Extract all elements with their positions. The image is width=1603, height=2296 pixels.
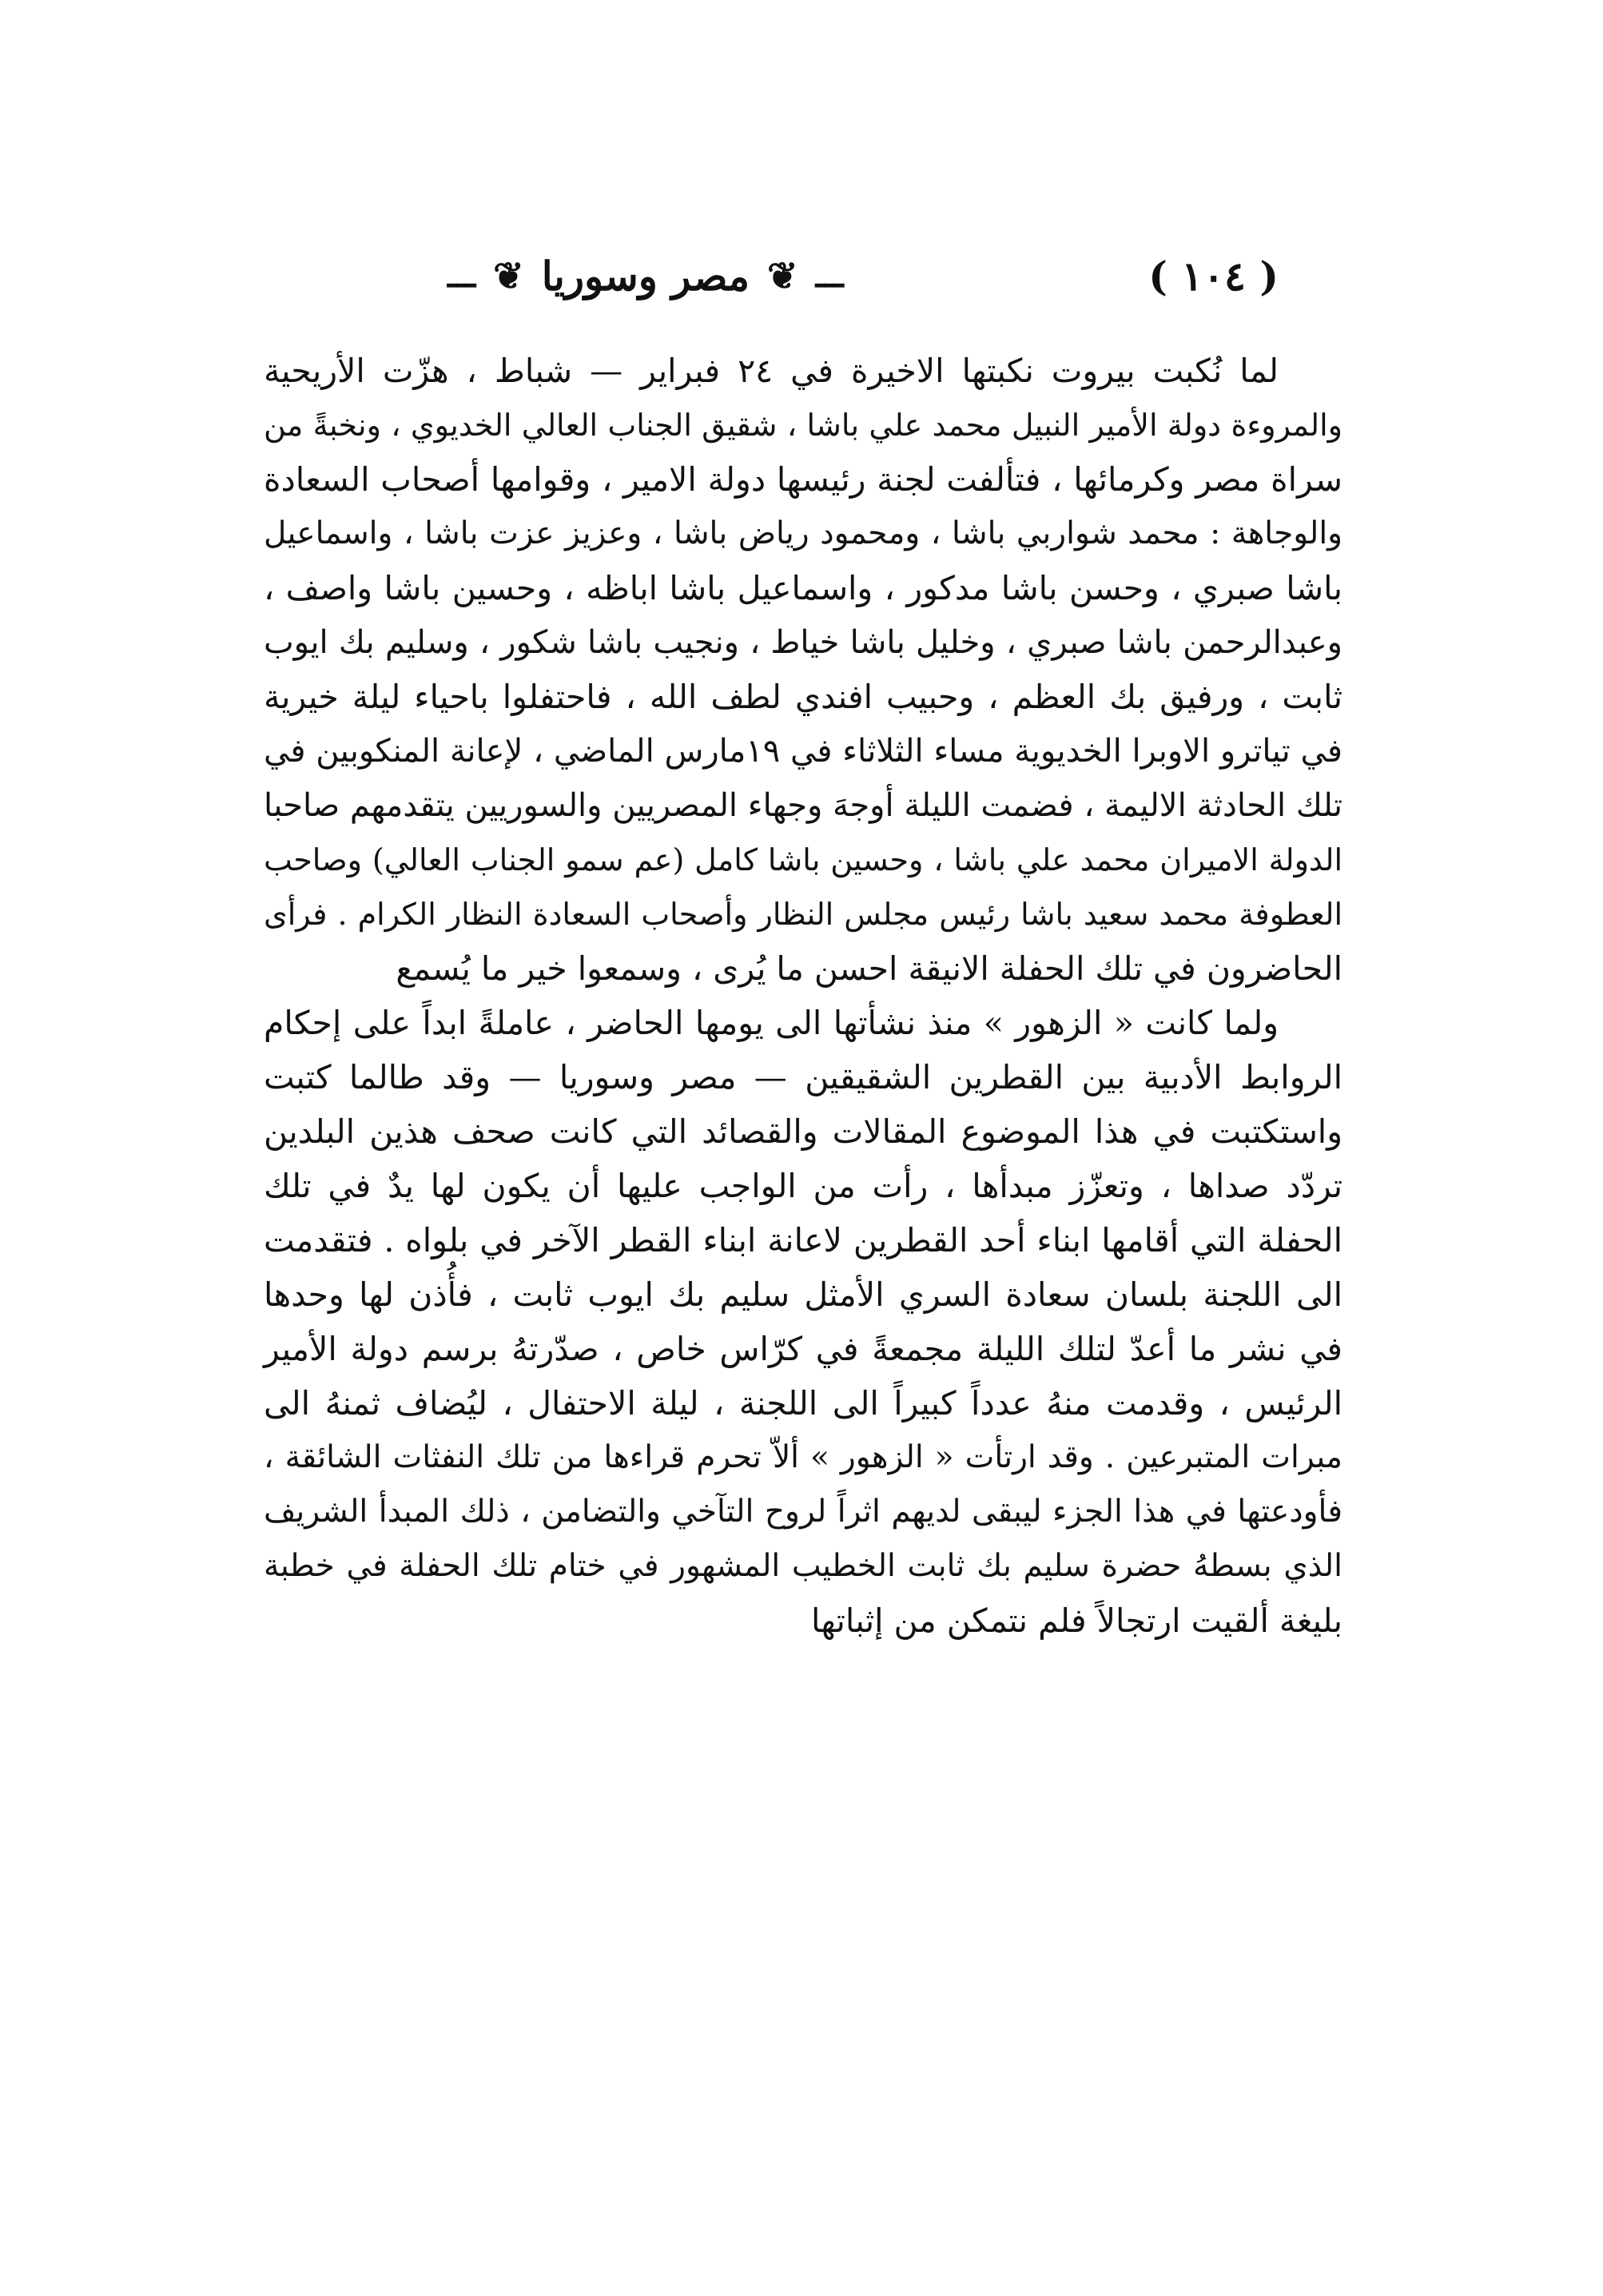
body-text bbox=[264, 344, 1342, 1648]
dash-left: ـــ bbox=[447, 257, 476, 295]
text-line: الدولة الاميران محمد علي باشا ، وحسين باشا كامل (عم سمو الجناب العالي) وصاحب bbox=[264, 842, 1342, 877]
text-line: في نشر ما أعدّ لتلك الليلة مجمعةً في كرّاس خاص ، صدّرتهُ برسم دولة الأمير bbox=[264, 1330, 1342, 1368]
fleuron-left-icon: ❦ bbox=[493, 254, 524, 297]
text-line: في تياترو الاوبرا الخديوية مساء الثلاثاء في ١٩مارس الماضي ، لإعانة المنكوبين في bbox=[264, 733, 1343, 770]
text-line: والمروءة دولة الأمير النبيل محمد علي باشا ، شقيق الجناب العالي الخديوي ، ونخبةً من bbox=[264, 408, 1342, 443]
fleuron-right-icon: ❦ bbox=[767, 254, 798, 297]
page-number: ( ١٠٤ ) bbox=[1148, 252, 1279, 300]
text-line: لما نُكبت بيروت نكبتها الاخيرة في ٢٤ فبراير — شباط ، هزّت الأريحية bbox=[264, 352, 1279, 390]
page-header bbox=[447, 240, 1279, 312]
text-line: واستكتبت في هذا الموضوع المقالات والقصائد التي كانت صحف هذين البلدين bbox=[264, 1112, 1342, 1151]
text-line: الحاضرون في تلك الحفلة الانيقة احسن ما يُرى ، وسمعوا خير ما يُسمع bbox=[396, 949, 1342, 988]
text-line: العطوفة محمد سعيد باشا رئيس مجلس النظار وأصحاب السعادة النظار الكرام . فرأى bbox=[264, 897, 1342, 932]
text-line: وعبدالرحمن باشا صبري ، وخليل باشا خياط ، ونجيب باشا شكور ، وسليم بك ايوب bbox=[264, 624, 1342, 661]
paragraph-2 bbox=[264, 996, 1342, 1648]
dash-right: ـــ bbox=[815, 257, 844, 295]
text-line: ثابت ، ورفيق بك العظم ، وحبيب افندي لطف الله ، فاحتفلوا باحياء ليلة خيرية bbox=[264, 678, 1342, 716]
paragraph-1 bbox=[264, 344, 1342, 996]
text-line: تردّد صداها ، وتعزّز مبدأها ، رأت من الواجب عليها أن يكون لها يدٌ في تلك bbox=[264, 1167, 1342, 1205]
text-line: الرئيس ، وقدمت منهُ عدداً كبيراً الى اللجنة ، ليلة الاحتفال ، ليُضاف ثمنهُ الى bbox=[264, 1384, 1342, 1423]
running-title-group bbox=[447, 253, 844, 300]
text-line: ولما كانت « الزهور » منذ نشأتها الى يومها الحاضر ، عاملةً ابداً على إحكام bbox=[264, 1004, 1279, 1042]
text-line: الحفلة التي أقامها ابناء أحد القطرين لاعانة ابناء القطر الآخر في بلواه . فتقدمت bbox=[264, 1221, 1342, 1259]
text-line: سراة مصر وكرمائها ، فتألفت لجنة رئيسها دولة الامير ، وقوامها أصحاب السعادة bbox=[264, 460, 1342, 499]
text-line: والوجاهة : محمد شواربي باشا ، ومحمود رياض باشا ، وعزيز عزت باشا ، واسماعيل bbox=[264, 515, 1342, 551]
running-title: مصر وسوريا bbox=[541, 252, 750, 300]
text-line: الى اللجنة بلسان سعادة السري الأمثل سليم بك ايوب ثابت ، فأُذن لها وحدها bbox=[264, 1275, 1342, 1314]
text-line: باشا صبري ، وحسن باشا مدكور ، واسماعيل باشا اباظه ، وحسين باشا واصف ، bbox=[264, 569, 1342, 607]
text-line: بليغة ألقيت ارتجالاً فلم نتمكن من إثباتها bbox=[811, 1602, 1342, 1640]
text-line: مبرات المتبرعين . وقد ارتأت « الزهور » ألاّ تحرم قراءها من تلك النفثات الشائقة ، bbox=[264, 1439, 1342, 1475]
text-line: تلك الحادثة الاليمة ، فضمت الليلة أوجهَ وجهاء المصريين والسوريين يتقدمهم صاحبا bbox=[264, 787, 1342, 824]
text-line: فأودعتها في هذا الجزء ليبقى لديهم اثراً لروح التآخي والتضامن ، ذلك المبدأ الشريف bbox=[264, 1494, 1342, 1530]
text-line: الروابط الأدبية بين القطرين الشقيقين — مصر وسوريا — وقد طالما كتبت bbox=[264, 1058, 1342, 1096]
text-line: الذي بسطهُ حضرة سليم بك ثابت الخطيب المشهور في ختام تلك الحفلة في خطبة bbox=[264, 1548, 1342, 1584]
